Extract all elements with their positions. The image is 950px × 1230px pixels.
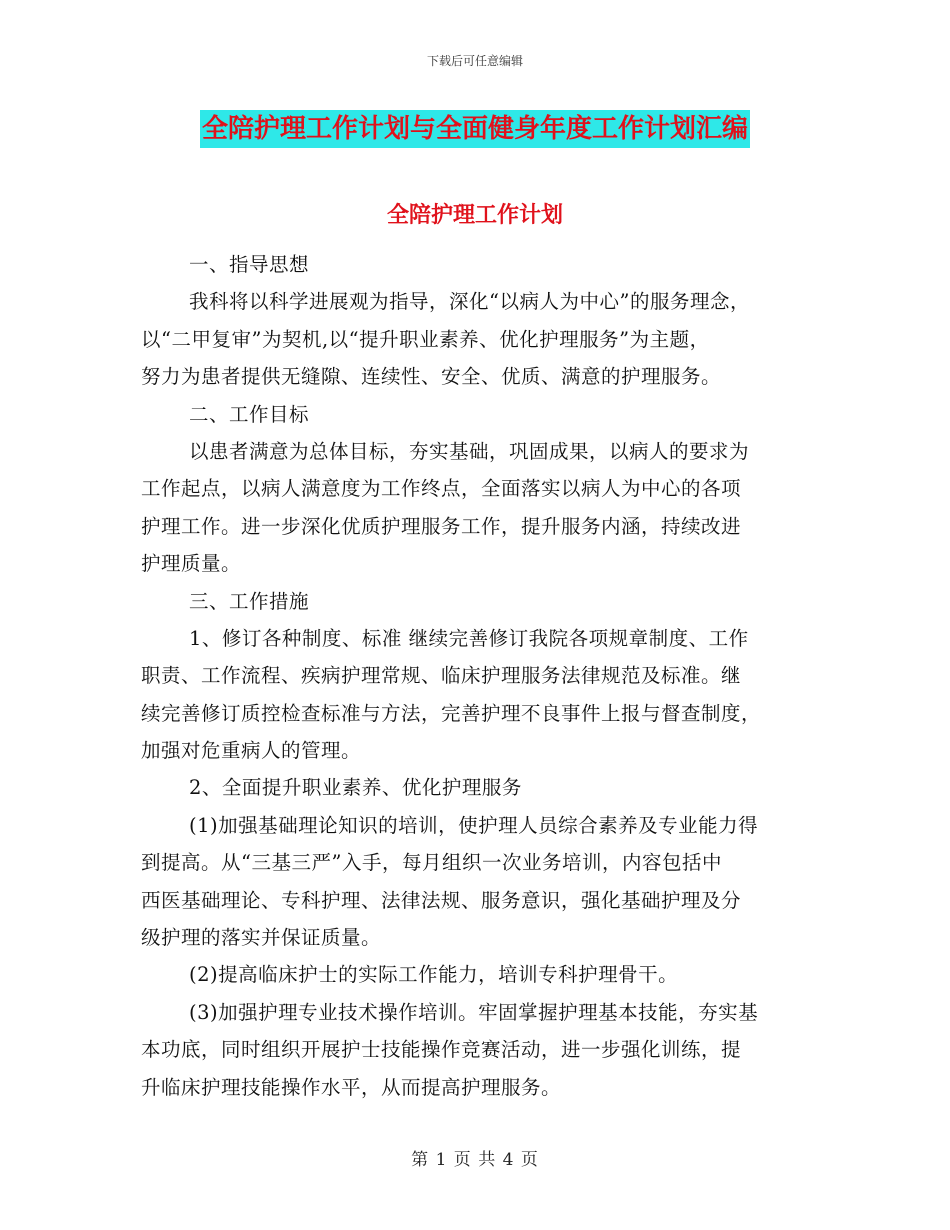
- paragraph-line: 以“二甲复审”为契机,以“提升职业素养、优化护理服务”为主题，: [141, 327, 710, 351]
- main-title: 全陪护理工作计划与全面健身年度工作计划汇编: [200, 110, 750, 148]
- paragraph-line: 以患者满意为总体目标，夯实基础，巩固成果，以病人的要求为: [189, 439, 750, 463]
- paragraph-line: 职责、工作流程、疾病护理常规、临床护理服务法律规范及标准。继: [141, 664, 742, 688]
- heading-work-goals: 二、工作目标: [189, 402, 310, 426]
- paragraph-line: 本功底，同时组织开展护士技能操作竞赛活动，进一步强化训练，提: [141, 1038, 742, 1062]
- heading-guiding-thought: 一、指导思想: [189, 253, 310, 276]
- paragraph-line: 西医基础理论、专科护理、法律法规、服务意识，强化基础护理及分: [141, 888, 742, 912]
- document-body: [141, 246, 809, 1106]
- paragraph-line: 我科将以科学进展观为指导，深化“以病人为中心”的服务理念，: [189, 290, 750, 314]
- paragraph-line: (1)加强基础理论知识的培训，使护理人员综合素养及专业能力得: [189, 813, 759, 837]
- main-title-wrap: [0, 110, 950, 148]
- paragraph-line: 升临床护理技能操作水平，从而提高护理服务。: [141, 1075, 562, 1099]
- paragraph-line: 护理质量。: [141, 552, 242, 576]
- paragraph-line: 加强对危重病人的管理。: [141, 739, 362, 763]
- heading-work-measures: 三、工作措施: [189, 589, 310, 613]
- paragraph-line: (2)提高临床护士的实际工作能力，培训专科护理骨干。: [189, 963, 679, 987]
- paragraph-line: 续完善修订质控检查标准与方法，完善护理不良事件上报与督查制度，: [141, 701, 762, 725]
- paragraph-line: 工作起点，以病人满意度为工作终点，全面落实以病人为中心的各项: [141, 477, 742, 501]
- paragraph-line: 努力为患者提供无缝隙、连续性、安全、优质、满意的护理服务。: [141, 365, 722, 389]
- paragraph-line: 级护理的落实并保证质量。: [141, 926, 382, 950]
- paragraph-line: 1、修订各种制度、标准 继续完善修订我院各项规章制度、工作: [189, 626, 749, 650]
- page-footer: 第 1 页 共 4 页: [411, 1150, 539, 1170]
- header-note: 下载后可任意编辑: [426, 54, 523, 68]
- subheading-line: 2、全面提升职业素养、优化护理服务: [189, 776, 522, 800]
- paragraph-line: 到提高。从“三基三严”入手，每月组织一次业务培训，内容包括中: [141, 851, 722, 875]
- section-title: 全陪护理工作计划: [386, 203, 563, 228]
- paragraph-line: (3)加强护理专业技术操作培训。牢固掌握护理基本技能，夯实基: [189, 1000, 759, 1024]
- paragraph-line: 护理工作。进一步深化优质护理服务工作，提升服务内涵，持续改进: [141, 514, 742, 538]
